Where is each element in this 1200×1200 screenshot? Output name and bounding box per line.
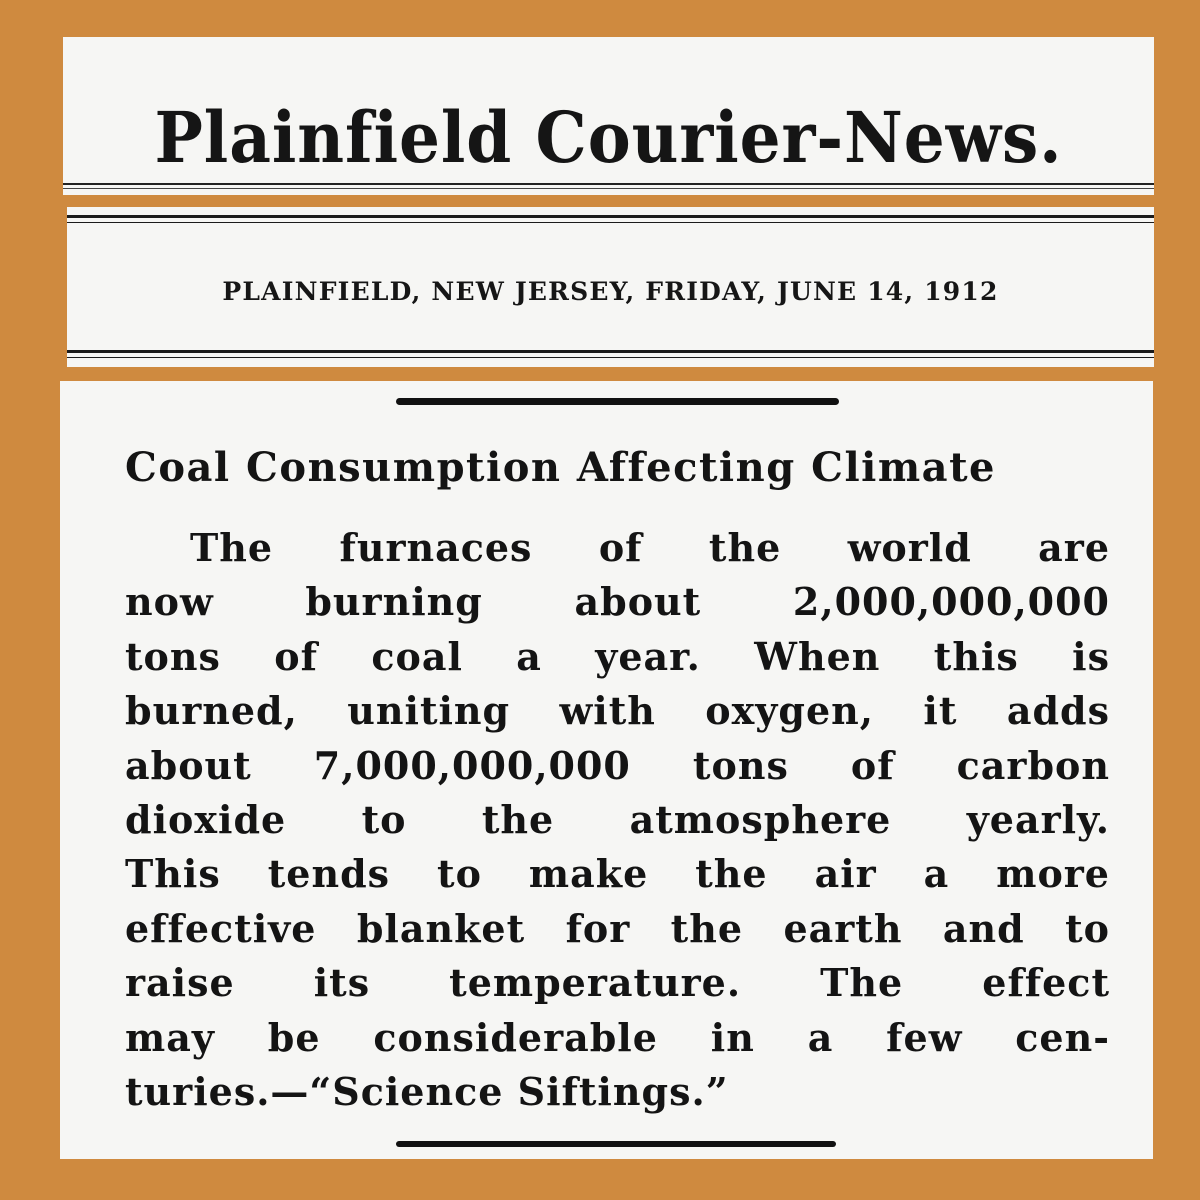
- article-body: [125, 521, 1110, 1119]
- article-headline: Coal Consumption Affecting Climate: [125, 444, 996, 491]
- article-line: burned, uniting with oxygen, it adds: [125, 688, 1110, 734]
- article-line: effective blanket for the earth and to: [125, 905, 1110, 951]
- dateline-top-rule-thin: [67, 222, 1154, 223]
- dateline-text: PLAINFIELD, NEW JERSEY, FRIDAY, JUNE 14, 1912: [222, 277, 999, 306]
- dateline-bottom-rule-thin: [67, 357, 1154, 358]
- newspaper-title: Plainfield Courier-News.: [154, 96, 1063, 179]
- article-line: may be considerable in a few cen-: [125, 1014, 1110, 1060]
- dateline-top-rule: [67, 215, 1154, 218]
- masthead-panel: [63, 37, 1154, 195]
- article-line: The furnaces of the world are: [190, 525, 1110, 570]
- article-line: now burning about 2,000,000,000: [125, 579, 1110, 625]
- article-line-last: turies.—“Science Siftings.”: [125, 1068, 729, 1114]
- article-line: This tends to make the air a more: [125, 851, 1110, 897]
- article-bottom-rule: [396, 1141, 836, 1147]
- article-line: about 7,000,000,000 tons of carbon: [125, 742, 1110, 788]
- article-panel: [60, 381, 1153, 1159]
- article-top-rule: [396, 398, 839, 405]
- article-line: raise its temperature. The effect: [125, 960, 1110, 1006]
- dateline-bottom-rule: [67, 350, 1154, 353]
- masthead-rule: [63, 183, 1154, 185]
- dateline-panel: [67, 207, 1154, 367]
- article-line: tons of coal a year. When this is: [125, 633, 1110, 679]
- masthead-rule-thin: [63, 188, 1154, 189]
- article-line: dioxide to the atmosphere yearly.: [125, 796, 1110, 842]
